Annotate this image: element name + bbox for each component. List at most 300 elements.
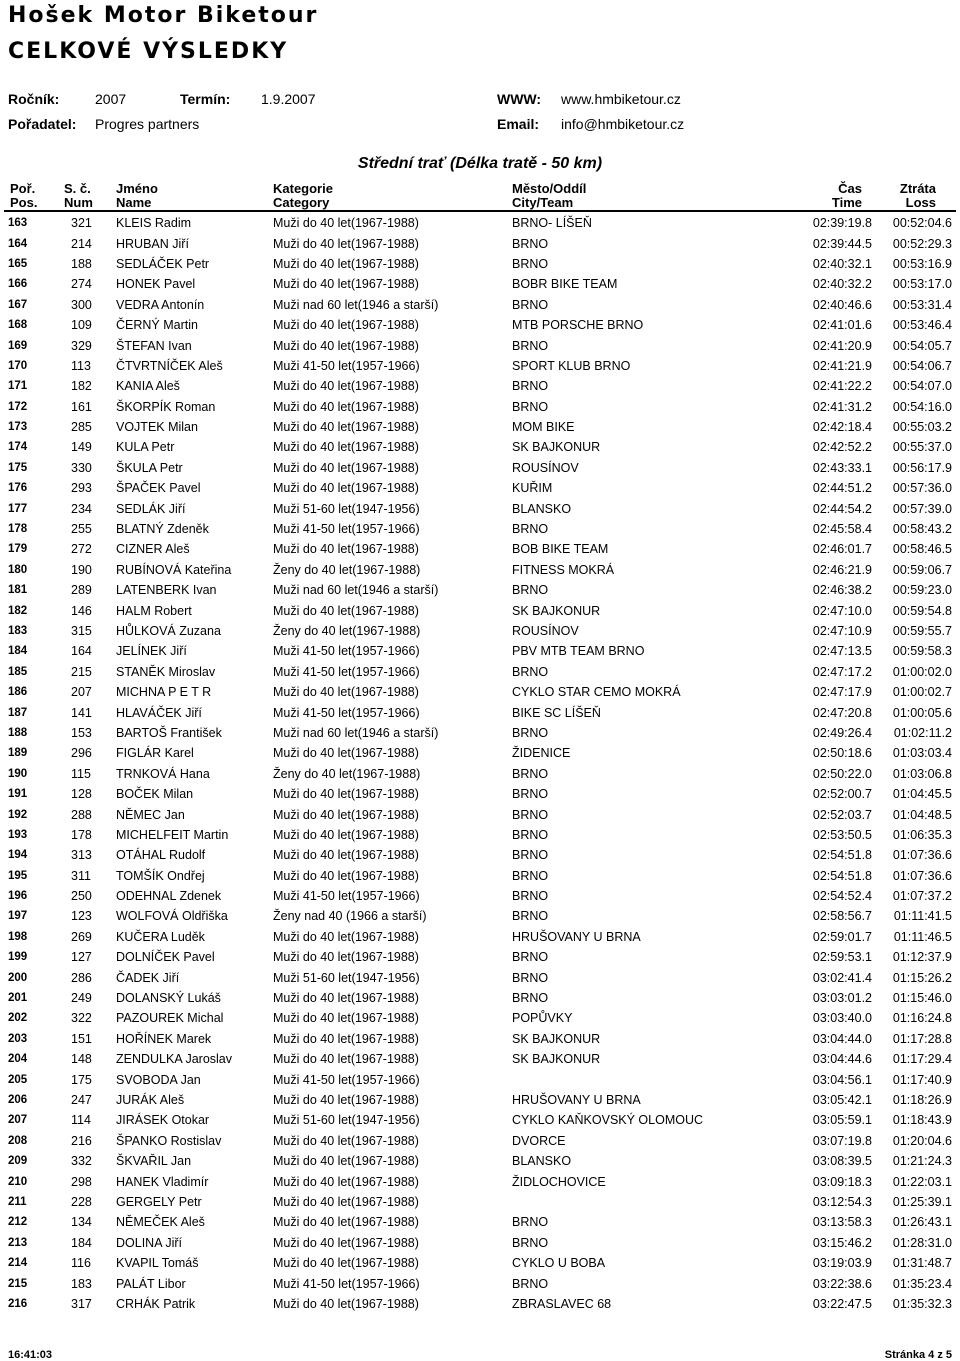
cell-pos: 199: [8, 951, 28, 964]
cell-category: Muži 41-50 let(1957-1966): [273, 644, 420, 659]
cell-pos: 184: [8, 645, 28, 658]
cell-name: SEDLÁČEK Petr: [116, 256, 210, 271]
cell-num: 109: [71, 318, 92, 333]
cell-name: TOMŠÍK Ondřej: [116, 868, 205, 883]
cell-category: Muži do 40 let(1967-1988): [273, 1092, 419, 1107]
table-row: [8, 519, 952, 539]
cell-city: BRNO: [512, 1215, 549, 1230]
cell-pos: 185: [8, 665, 28, 678]
cell-time: 02:49:26.4: [812, 725, 872, 740]
cell-loss: 00:53:17.0: [892, 277, 952, 292]
table-row: [8, 213, 952, 233]
cell-time: 03:19:03.9: [812, 1256, 872, 1271]
table-row: [8, 580, 952, 600]
cell-time: 02:40:32.1: [812, 256, 872, 271]
cell-pos: 211: [8, 1195, 27, 1208]
cell-loss: 00:54:07.0: [892, 379, 952, 394]
cell-category: Muži do 40 let(1967-1988): [273, 318, 419, 333]
cell-loss: 00:57:39.0: [892, 501, 952, 516]
cell-num: 190: [71, 562, 92, 577]
cell-category: Muži do 40 let(1967-1988): [273, 746, 419, 761]
cell-loss: 01:18:43.9: [892, 1113, 952, 1128]
cell-time: 03:04:56.1: [812, 1072, 872, 1087]
cell-num: 116: [71, 1256, 91, 1271]
cell-num: 123: [71, 909, 92, 924]
cell-num: 272: [71, 542, 92, 557]
cell-num: 332: [71, 1154, 92, 1169]
cell-city: BRNO- LÍŠEŇ: [512, 216, 592, 231]
cell-category: Muži do 40 let(1967-1988): [273, 236, 419, 251]
table-row: [8, 458, 952, 478]
cell-category: Muži 51-60 let(1947-1956): [273, 970, 420, 985]
cell-pos: 194: [8, 849, 28, 862]
cell-city: KUŘIM: [512, 481, 553, 496]
cell-time: 02:39:44.5: [812, 236, 872, 251]
cell-city: BLANSKO: [512, 501, 572, 516]
cell-loss: 00:59:58.3: [892, 644, 952, 659]
cell-city: BRNO: [512, 1235, 549, 1250]
cell-category: Muži 41-50 let(1957-1966): [273, 1072, 420, 1087]
cell-name: JELÍNEK Jiří: [116, 644, 187, 659]
cell-time: 02:59:01.7: [812, 929, 872, 944]
cell-category: Muži 41-50 let(1957-1966): [273, 889, 420, 904]
cell-num: 215: [71, 664, 92, 679]
table-row: [8, 866, 952, 886]
table-row: [8, 641, 952, 661]
cell-pos: 205: [8, 1073, 28, 1086]
cell-num: 188: [71, 256, 92, 271]
table-row: [8, 295, 952, 315]
cell-pos: 179: [8, 543, 28, 556]
cell-pos: 210: [8, 1175, 28, 1188]
cell-time: 02:47:17.9: [812, 685, 872, 700]
cell-num: 317: [71, 1296, 92, 1311]
cell-loss: 00:52:29.3: [892, 236, 952, 251]
cell-time: 02:42:52.2: [812, 440, 872, 455]
cell-city: ZBRASLAVEC 68: [512, 1296, 612, 1311]
cell-category: Muži do 40 let(1967-1988): [273, 379, 419, 394]
cell-city: SK BAJKONUR: [512, 1052, 601, 1067]
cell-category: Muži nad 60 let(1946 a starší): [273, 583, 439, 598]
cell-loss: 00:58:46.5: [892, 542, 952, 557]
table-row: [8, 1049, 952, 1069]
cell-num: 274: [71, 277, 92, 292]
cell-loss: 01:00:05.6: [892, 705, 952, 720]
cell-name: HONEK Pavel: [116, 277, 196, 292]
cell-name: HRUBAN Jiří: [116, 236, 189, 251]
cell-name: ČTVRTNÍČEK Aleš: [116, 358, 223, 373]
cell-name: DOLNÍČEK Pavel: [116, 950, 215, 965]
cell-num: 311: [71, 868, 91, 883]
cell-loss: 00:54:05.7: [892, 338, 952, 353]
cell-category: Muži do 40 let(1967-1988): [273, 1174, 419, 1189]
cell-loss: 01:12:37.9: [892, 950, 952, 965]
cell-city: SPORT KLUB BRNO: [512, 358, 631, 373]
cell-pos: 187: [8, 706, 28, 719]
cell-pos: 186: [8, 686, 28, 699]
table-row: [8, 1233, 952, 1253]
cell-pos: 204: [8, 1053, 28, 1066]
cell-pos: 213: [8, 1236, 28, 1249]
cell-category: Muži do 40 let(1967-1988): [273, 827, 419, 842]
cell-pos: 214: [8, 1257, 28, 1270]
cell-category: Muži 51-60 let(1947-1956): [273, 1113, 420, 1128]
cell-category: Muži 41-50 let(1957-1966): [273, 522, 420, 537]
cell-name: TRNKOVÁ Hana: [116, 766, 210, 781]
cell-num: 315: [71, 624, 92, 638]
cell-pos: 180: [8, 563, 28, 576]
cell-name: ŠTEFAN Ivan: [116, 338, 192, 353]
cell-num: 285: [71, 420, 92, 435]
cell-city: SK BAJKONUR: [512, 603, 601, 618]
table-row: [8, 804, 952, 824]
cell-name: GERGELY Petr: [116, 1194, 202, 1209]
cell-name: ŠPAČEK Pavel: [116, 481, 201, 496]
cell-category: Muži do 40 let(1967-1988): [273, 1154, 419, 1169]
cell-pos: 188: [8, 726, 28, 739]
cell-num: 298: [71, 1174, 92, 1189]
cell-num: 322: [71, 1011, 92, 1026]
cell-time: 02:39:19.8: [812, 216, 872, 231]
cell-name: KLEIS Radim: [116, 216, 192, 231]
cell-name: HOŘÍNEK Marek: [116, 1031, 212, 1046]
cell-city: HRUŠOVANY U BRNA: [512, 1092, 641, 1107]
cell-pos: 182: [8, 604, 28, 617]
cell-loss: 01:03:06.8: [892, 766, 952, 781]
cell-loss: 01:17:28.8: [892, 1031, 952, 1046]
cell-category: Muži do 40 let(1967-1988): [273, 929, 419, 944]
cell-category: Muži 51-60 let(1947-1956): [273, 501, 420, 516]
table-row: [8, 1069, 952, 1089]
table-row: [8, 723, 952, 743]
table-row: [8, 825, 952, 845]
cell-name: SEDLÁK Jiří: [116, 501, 186, 516]
cell-num: 141: [71, 705, 92, 720]
header-category: Kategorie Category: [273, 181, 333, 210]
cell-loss: 01:07:36.6: [892, 848, 952, 863]
cell-pos: 174: [8, 441, 28, 454]
table-row: [8, 764, 952, 784]
cell-num: 113: [71, 358, 91, 373]
cell-pos: 209: [8, 1155, 28, 1168]
cell-name: RUBÍNOVÁ Kateřina: [116, 562, 232, 577]
cell-city: BRNO: [512, 338, 549, 353]
cell-time: 02:41:22.2: [812, 379, 872, 394]
cell-city: BRNO: [512, 909, 549, 924]
cell-category: Muži nad 60 let(1946 a starší): [273, 297, 439, 312]
table-row: [8, 662, 952, 682]
cell-loss: 01:04:48.5: [892, 807, 952, 822]
cell-name: KUČERA Luděk: [116, 929, 205, 944]
cell-num: 184: [71, 1235, 92, 1250]
cell-num: 286: [71, 970, 92, 985]
cell-name: HLAVÁČEK Jiří: [116, 705, 202, 720]
cell-name: BARTOŠ František: [116, 725, 222, 740]
table-row: [8, 1131, 952, 1151]
cell-num: 164: [71, 644, 92, 659]
cell-category: Muži do 40 let(1967-1988): [273, 399, 419, 414]
cell-pos: 176: [8, 482, 28, 495]
cell-city: MOM BIKE: [512, 420, 575, 435]
cell-category: Muži do 40 let(1967-1988): [273, 991, 419, 1006]
cell-category: Muži do 40 let(1967-1988): [273, 1215, 419, 1230]
cell-name: DOLANSKÝ Lukáš: [116, 991, 221, 1006]
cell-loss: 00:56:17.9: [892, 460, 952, 475]
cell-name: KVAPIL Tomáš: [116, 1256, 199, 1271]
cell-loss: 01:28:31.0: [892, 1235, 952, 1250]
cell-num: 234: [71, 501, 92, 516]
cell-time: 03:03:40.0: [812, 1011, 872, 1026]
cell-category: Muži do 40 let(1967-1988): [273, 460, 419, 475]
table-row: [8, 988, 952, 1008]
cell-time: 03:13:58.3: [812, 1215, 872, 1230]
cell-city: CYKLO KAŇKOVSKÝ OLOMOUC: [512, 1113, 704, 1128]
cell-time: 03:07:19.8: [812, 1133, 872, 1148]
cell-city: ŽIDENICE: [512, 746, 571, 761]
cell-city: BRNO: [512, 848, 549, 863]
cell-time: 03:12:54.3: [812, 1194, 872, 1209]
cell-pos: 193: [8, 828, 28, 841]
cell-city: [512, 1069, 770, 1089]
cell-category: Muži 41-50 let(1957-1966): [273, 705, 420, 720]
table-row: [8, 927, 952, 947]
cell-category: Muži do 40 let(1967-1988): [273, 338, 419, 353]
cell-time: 02:47:10.9: [812, 624, 872, 638]
table-row: [8, 1151, 952, 1171]
cell-time: 02:52:00.7: [812, 787, 872, 802]
cell-loss: 01:07:36.6: [892, 868, 952, 883]
cell-name: ŠKULA Petr: [116, 460, 183, 475]
cell-category: Muži do 40 let(1967-1988): [273, 1052, 419, 1067]
table-row: [8, 906, 952, 926]
cell-category: Muži do 40 let(1967-1988): [273, 216, 419, 231]
termin-value: 1.9.2007: [261, 91, 316, 107]
cell-num: 228: [71, 1194, 92, 1209]
cell-pos: 202: [8, 1012, 28, 1025]
table-row: [8, 947, 952, 967]
cell-name: STANĚK Miroslav: [116, 664, 216, 679]
cell-time: 03:05:42.1: [812, 1092, 872, 1107]
cell-num: 330: [71, 460, 92, 475]
cell-time: 02:40:46.6: [812, 297, 872, 312]
cell-pos: 165: [8, 257, 28, 270]
cell-num: 288: [71, 807, 92, 822]
cell-pos: 169: [8, 339, 28, 352]
header-time: Čas Time: [831, 181, 862, 210]
cell-category: Ženy do 40 let(1967-1988): [273, 562, 421, 577]
cell-name: CRHÁK Patrik: [116, 1296, 196, 1311]
cell-name: ČERNÝ Martin: [116, 318, 198, 333]
rocnik-label: Ročník:: [8, 91, 60, 107]
cell-time: 02:59:53.1: [812, 950, 872, 965]
cell-city: BRNO: [512, 827, 549, 842]
cell-num: 289: [71, 583, 92, 598]
cell-num: 255: [71, 522, 92, 537]
cell-category: Muži do 40 let(1967-1988): [273, 1011, 419, 1026]
cell-name: KULA Petr: [116, 440, 175, 455]
cell-name: KANIA Aleš: [116, 379, 180, 394]
cell-time: 02:42:18.4: [812, 420, 872, 435]
cell-loss: 01:16:24.8: [892, 1011, 952, 1026]
cell-pos: 164: [8, 237, 28, 250]
table-row: [8, 397, 952, 417]
cell-time: 03:02:41.4: [812, 970, 872, 985]
cell-time: 02:54:51.8: [812, 848, 872, 863]
cell-city: ROUSÍNOV: [512, 624, 579, 638]
cell-loss: 00:53:31.4: [892, 297, 952, 312]
cell-num: 161: [71, 399, 92, 414]
table-row: [8, 784, 952, 804]
cell-loss: 01:18:26.9: [892, 1092, 952, 1107]
cell-time: 02:47:13.5: [812, 644, 872, 659]
cell-loss: 01:11:46.5: [893, 929, 952, 944]
cell-city: BRNO: [512, 664, 549, 679]
table-row: [8, 682, 952, 702]
cell-loss: 00:55:37.0: [892, 440, 952, 455]
cell-time: 02:52:03.7: [812, 807, 872, 822]
cell-loss: 01:25:39.1: [892, 1194, 952, 1209]
table-row: [8, 437, 952, 457]
cell-city: BRNO: [512, 522, 549, 537]
cell-loss: 00:59:55.7: [892, 624, 952, 638]
table-row: [8, 1212, 952, 1232]
cell-loss: 00:58:43.2: [892, 522, 952, 537]
cell-num: 146: [71, 603, 92, 618]
email-value: info@hmbiketour.cz: [561, 116, 685, 132]
table-row: [8, 1110, 952, 1130]
cell-pos: 215: [8, 1277, 28, 1290]
cell-loss: 01:22:03.1: [892, 1174, 952, 1189]
cell-time: 02:46:01.7: [812, 542, 872, 557]
cell-city: BRNO: [512, 950, 549, 965]
cell-name: JURÁK Aleš: [116, 1092, 185, 1107]
cell-num: 321: [71, 216, 92, 231]
cell-time: 02:50:22.0: [812, 766, 872, 781]
cell-pos: 201: [8, 992, 28, 1005]
table-row: [8, 967, 952, 987]
cell-loss: 01:02:11.2: [893, 725, 952, 740]
cell-num: 149: [71, 440, 92, 455]
cell-pos: 163: [8, 217, 28, 230]
page-subtitle: CELKOVÉ VÝSLEDKY: [8, 39, 289, 64]
cell-category: Muži do 40 let(1967-1988): [273, 256, 419, 271]
cell-loss: 00:53:16.9: [892, 256, 952, 271]
cell-loss: 00:57:36.0: [892, 481, 952, 496]
table-row: [8, 1090, 952, 1110]
cell-num: 114: [71, 1113, 91, 1128]
cell-category: Ženy nad 40 (1966 a starší): [273, 909, 427, 924]
cell-pos: 200: [8, 971, 28, 984]
cell-pos: 189: [8, 747, 28, 760]
cell-category: Muži 41-50 let(1957-1966): [273, 664, 420, 679]
cell-category: Muži do 40 let(1967-1988): [273, 848, 419, 863]
cell-city: CYKLO U BOBA: [512, 1256, 606, 1271]
cell-city: HRUŠOVANY U BRNA: [512, 929, 641, 944]
cell-city: [512, 1192, 770, 1212]
cell-name: ŠKORPÍK Roman: [116, 399, 216, 414]
cell-name: PALÁT Libor: [116, 1276, 186, 1291]
header-city: Město/Oddíl City/Team: [512, 181, 587, 210]
cell-pos: 173: [8, 421, 28, 434]
cell-category: Muži do 40 let(1967-1988): [273, 420, 419, 435]
cell-name: WOLFOVÁ Oldřiška: [116, 909, 228, 924]
table-row: [8, 356, 952, 376]
cell-loss: 00:59:06.7: [892, 562, 952, 577]
cell-time: 02:44:54.2: [812, 501, 872, 516]
cell-time: 03:04:44.0: [812, 1031, 872, 1046]
cell-loss: 00:59:54.8: [892, 603, 952, 618]
cell-category: Muži 41-50 let(1957-1966): [273, 358, 420, 373]
cell-time: 02:53:50.5: [812, 827, 872, 842]
section-title: Střední trať (Délka tratě - 50 km): [357, 155, 603, 172]
cell-loss: 01:15:46.0: [892, 991, 952, 1006]
email-label: Email:: [497, 116, 540, 132]
cell-num: 249: [71, 991, 92, 1006]
table-row: [8, 1273, 952, 1293]
cell-num: 134: [71, 1215, 92, 1230]
cell-pos: 166: [8, 278, 28, 291]
cell-name: VOJTEK Milan: [116, 420, 198, 435]
cell-name: DOLINA Jiří: [116, 1235, 182, 1250]
cell-pos: 195: [8, 869, 28, 882]
cell-loss: 01:17:40.9: [892, 1072, 952, 1087]
cell-city: CYKLO STAR CEMO MOKRÁ: [512, 685, 681, 700]
cell-loss: 01:35:23.4: [892, 1276, 952, 1291]
table-row: [8, 315, 952, 335]
cell-time: 03:05:59.1: [812, 1113, 872, 1128]
cell-loss: 00:54:16.0: [892, 399, 952, 414]
cell-loss: 01:31:48.7: [892, 1256, 952, 1271]
cell-time: 02:58:56.7: [812, 909, 872, 924]
table-row: [8, 1192, 952, 1212]
cell-city: BRNO: [512, 297, 549, 312]
cell-pos: 216: [8, 1297, 28, 1310]
cell-category: Muži do 40 let(1967-1988): [273, 1296, 419, 1311]
cell-time: 02:40:32.2: [812, 277, 872, 292]
cell-category: Muži do 40 let(1967-1988): [273, 277, 419, 292]
table-row: [8, 417, 952, 437]
cell-name: NĚMEČEK Aleš: [116, 1215, 205, 1230]
www-value: www.hmbiketour.cz: [561, 91, 681, 107]
cell-pos: 191: [8, 788, 28, 801]
rocnik-value: 2007: [95, 91, 127, 107]
cell-loss: 01:21:24.3: [892, 1154, 952, 1169]
footer-page: Stránka 4 z 5: [884, 1349, 952, 1361]
cell-city: PBV MTB TEAM BRNO: [512, 644, 645, 659]
cell-loss: 00:55:03.2: [892, 420, 952, 435]
cell-city: BRNO: [512, 256, 549, 271]
cell-loss: 01:07:37.2: [892, 889, 952, 904]
cell-pos: 207: [8, 1114, 28, 1127]
cell-loss: 01:06:35.3: [892, 827, 952, 842]
cell-city: BOBR BIKE TEAM: [512, 277, 618, 292]
cell-time: 02:46:38.2: [812, 583, 872, 598]
table-header: [0, 182, 960, 210]
cell-num: 153: [71, 725, 92, 740]
cell-city: BRNO: [512, 399, 549, 414]
cell-name: MICHELFEIT Martin: [116, 827, 229, 842]
cell-pos: 212: [8, 1216, 28, 1229]
cell-name: JIRÁSEK Otokar: [116, 1113, 210, 1128]
cell-num: 183: [71, 1276, 92, 1291]
cell-name: HANEK Vladimír: [116, 1174, 209, 1189]
cell-city: BRNO: [512, 889, 549, 904]
cell-city: BOB BIKE TEAM: [512, 542, 609, 557]
cell-loss: 00:52:04.6: [892, 216, 952, 231]
table-row: [8, 600, 952, 620]
cell-loss: 01:03:03.4: [892, 746, 952, 761]
table-row: [8, 845, 952, 865]
